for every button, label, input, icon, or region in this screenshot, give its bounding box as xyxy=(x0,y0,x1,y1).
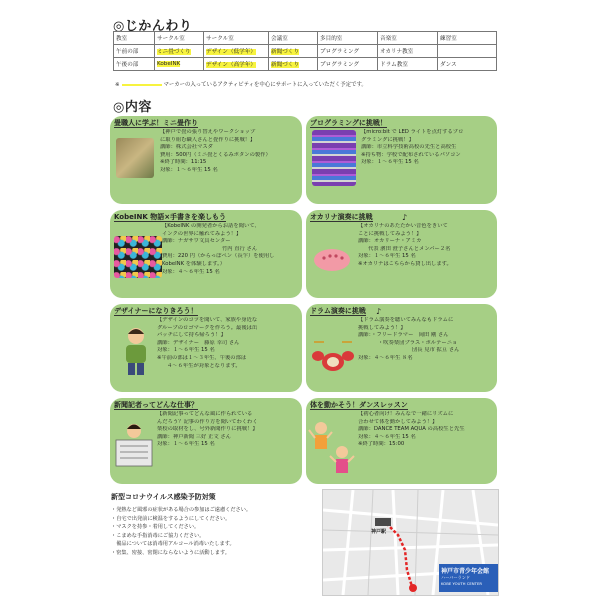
schedule-header-row xyxy=(114,32,497,45)
card-line: 楽校の取材をし、号外新聞作りに挑戦！】 xyxy=(157,426,258,433)
schedule-header-cell: 多目的室 xyxy=(318,32,378,45)
schedule-cell: 午前の部 xyxy=(114,45,155,58)
card-line: 対象：４～６年生 15 名 xyxy=(358,433,416,440)
card-title: ドラム演奏に挑戦 xyxy=(310,307,366,315)
card-line: 【KobeINK の開発者からお話を聞いて、 xyxy=(162,223,260,229)
card-line: 講師：オカリーナ・アミカ xyxy=(358,238,422,245)
card-line: 団長 見市 拡亘 さん xyxy=(412,347,460,354)
covid-precautions xyxy=(111,492,316,592)
card-line: ※終了時間：15:00 xyxy=(358,441,405,448)
card-line: 【新聞記事ってどんな風に作られている xyxy=(157,411,253,417)
marked-activity: デザイン（高学年） xyxy=(206,62,256,68)
card-line: グループのロゴマークを作ろう。最後は缶 xyxy=(157,324,258,331)
card-line: 講師：ナガサワ文具センター xyxy=(162,238,231,245)
note-text: マーカーの入っているアクティビティを中心にサポートに入っていただく予定です。 xyxy=(163,82,367,88)
card-line: んだろう？記事の作り方を聞いてわくわく xyxy=(157,418,258,425)
covid-heading: 新型コロナウイルス感染予防対策 xyxy=(111,493,216,501)
schedule-header-cell: 練習室 xyxy=(438,32,497,45)
card-line: 対象：１～６年生 15 名 xyxy=(157,347,215,354)
card-line: 講師：DANCE TEAM AQUA の高校生と先生 xyxy=(358,426,465,433)
card-line: 費用：500円（ミニ畳とくるみボタンの製作） xyxy=(160,151,271,158)
card-line: 【初心者向け！みんなで一緒にリズムに xyxy=(358,411,454,417)
card-line: ことに挑戦してみよう！】 xyxy=(358,230,422,237)
card-line: 代表 濱田 澄子さんとメンバー２名 xyxy=(368,245,451,252)
card-drum xyxy=(306,304,497,392)
card-line: 講師：神戸新聞 三好 正文 さん xyxy=(157,433,231,440)
code-blocks-image xyxy=(312,130,356,186)
ink-pattern-image xyxy=(114,236,162,278)
card-body xyxy=(162,223,274,276)
schedule-cell xyxy=(438,45,497,58)
schedule-cell: ダンス xyxy=(438,58,497,71)
music-note-icon: ♪ xyxy=(376,307,382,316)
covid-line: ・マスクを持参・着用してください。 xyxy=(111,524,200,531)
venue-name: 神戸市青少年会館 xyxy=(441,568,490,575)
covid-line: ・自宅で出発前に検温をするようにしてください。 xyxy=(111,515,231,522)
card-title: プログラミングに挑戦！ xyxy=(310,119,387,127)
card-line: ※オカリナはこちらから貸し出します。 xyxy=(358,260,452,267)
card-body xyxy=(160,129,271,175)
card-line: グラミングに挑戦！】 xyxy=(361,136,414,143)
music-note-icon: ♪ xyxy=(402,213,408,222)
ocarina-image xyxy=(312,240,352,276)
card-line: バッチにして持ち帰ろう！】 xyxy=(157,332,226,339)
venue-label xyxy=(439,564,499,592)
card-title: KobeINK 物語×手書きを楽しもう xyxy=(114,213,227,221)
card-body xyxy=(361,129,463,167)
covid-line: ・発熱など風邪の症状がある場合の参加はご遠慮ください。 xyxy=(111,507,252,513)
covid-line: 備品については消毒用アルコール消毒いたします。 xyxy=(111,541,235,548)
card-line: 合わせて体を動かしてみよう！】 xyxy=(358,418,438,425)
schedule-header-cell: 教室 xyxy=(114,32,155,45)
card-line: ※持ち物：学校で配布されているパソコン xyxy=(361,151,461,158)
card-line: 費用：220 円（からっぽペン（長乍）を使用し xyxy=(162,253,275,260)
marked-activity: デザイン（低学年） xyxy=(206,49,256,55)
card-line: ４～６年生が対象となります。 xyxy=(167,362,241,369)
dancing-kids-image xyxy=(308,418,356,480)
card-ocarina xyxy=(306,210,497,298)
card-line: ※午前の部は１～３年生、午後の部は xyxy=(157,354,247,361)
card-design xyxy=(110,304,302,392)
covid-line: ・こまめな手指消毒にご協力ください。 xyxy=(111,532,205,539)
schedule-row-morning xyxy=(114,45,497,58)
card-line: 挑戦してみよう！】 xyxy=(358,324,406,331)
tatami-image xyxy=(116,138,154,178)
card-title: 畳職人に学ぶ！ミニ畳作り xyxy=(114,119,198,127)
card-dance xyxy=(306,398,497,484)
schedule-table xyxy=(113,31,497,71)
schedule-cell xyxy=(204,45,269,58)
card-line: に取り組む職人さんと畳作りに挑戦！】 xyxy=(160,136,256,143)
schedule-cell: プログラミング xyxy=(318,58,378,71)
card-line: インクの世界に触れてみよう！】 xyxy=(162,230,242,237)
card-tatami xyxy=(110,116,302,204)
card-line: 対象：１～６年生 15 名 xyxy=(358,253,416,260)
access-map xyxy=(322,489,499,596)
station-label: 神戸駅 xyxy=(371,529,387,535)
card-line: KobeINK を体験します。） xyxy=(162,260,226,267)
card-title: 新聞記者ってどんな仕事？ xyxy=(114,401,198,409)
venue-subtitle: ハーバーランド xyxy=(441,575,471,580)
card-line: 竹内 直行 さん xyxy=(222,245,258,252)
card-line: 講師：市立科学技術高校の先生と高校生 xyxy=(361,144,457,151)
note-prefix: ※ xyxy=(115,82,120,88)
schedule-cell xyxy=(269,58,318,71)
schedule-header-cell: サークル室 xyxy=(155,32,204,45)
schedule-cell xyxy=(269,45,318,58)
card-line: ※終了時間：11:15 xyxy=(160,159,207,166)
schedule-heading: ◎じかんわり xyxy=(113,19,193,34)
schedule-header-cell: 音楽室 xyxy=(378,32,438,45)
schedule-cell xyxy=(155,45,204,58)
card-line: 【micro:bit で LED ライトを点灯するプロ xyxy=(361,129,464,135)
schedule-cell: ドラム教室 xyxy=(378,58,438,71)
card-line: 対象：１～６年生 15 名 xyxy=(157,441,215,448)
card-line: 【デザインのコツを聞いて、家族や身近な xyxy=(157,317,258,323)
marker-swatch xyxy=(122,84,162,86)
marked-activity: 新聞づくり xyxy=(271,49,299,55)
card-programming xyxy=(306,116,497,204)
newspaper-reader-image xyxy=(114,422,154,470)
schedule-header-cell: 会議室 xyxy=(269,32,318,45)
schedule-row-afternoon xyxy=(114,58,497,71)
card-body xyxy=(358,223,452,269)
venue-english: KOBE YOUTH CENTER xyxy=(441,581,482,586)
card-line: 【神戸で畳の張り替えやワークショップ xyxy=(160,129,256,135)
marked-activity: ミニ畳づくり xyxy=(157,49,191,55)
card-body xyxy=(358,411,465,449)
card-body xyxy=(157,411,258,449)
card-line: ・吹奏楽団ブラス・ボルテーニョ xyxy=(378,339,458,346)
card-line: 講師：デザイナー 藤原 幸司 さん xyxy=(157,339,240,346)
card-newspaper xyxy=(110,398,302,484)
schedule-cell xyxy=(204,58,269,71)
card-title: オカリナ演奏に挑戦 xyxy=(310,213,373,221)
card-title: デザイナーになりきろう！ xyxy=(114,307,198,315)
schedule-cell: 午後の部 xyxy=(114,58,155,71)
drum-kit-image xyxy=(310,334,356,374)
covid-line: ・密集、密接、密閉にならないように活動します。 xyxy=(111,549,230,556)
card-line: 講師：・フリードラマー 岡田 剛 さん xyxy=(358,332,449,339)
designer-person-image xyxy=(118,326,154,376)
marker-note xyxy=(115,80,367,88)
schedule-header-cell: サークル室 xyxy=(204,32,269,45)
schedule-cell xyxy=(155,58,204,71)
card-body xyxy=(358,317,459,363)
card-line: 対象：１～６年生 15 名 xyxy=(361,159,419,166)
card-body xyxy=(157,317,257,370)
card-line: 対象：４～６年生 15 名 xyxy=(162,268,220,275)
card-line: 講師：株式会社マスダ xyxy=(160,144,213,151)
card-title: 体を動かそう！ダンスレッスン xyxy=(310,401,408,409)
schedule-cell: オカリナ教室 xyxy=(378,45,438,58)
card-line: 対象：４～６年生 ８名 xyxy=(358,354,413,361)
content-heading: ◎内容 xyxy=(113,100,152,115)
schedule-cell: プログラミング xyxy=(318,45,378,58)
card-line: 【ドラム演奏を聴いてみんなもドラムに xyxy=(358,317,454,323)
card-line: 対象：１～６年生 15 名 xyxy=(160,166,218,173)
marked-activity: KobeINK xyxy=(157,61,181,67)
marked-activity: 新聞づくり xyxy=(271,62,299,68)
card-line: 【オカリナのあたたかい音色をきいて xyxy=(358,223,448,229)
card-kobeink xyxy=(110,210,302,298)
